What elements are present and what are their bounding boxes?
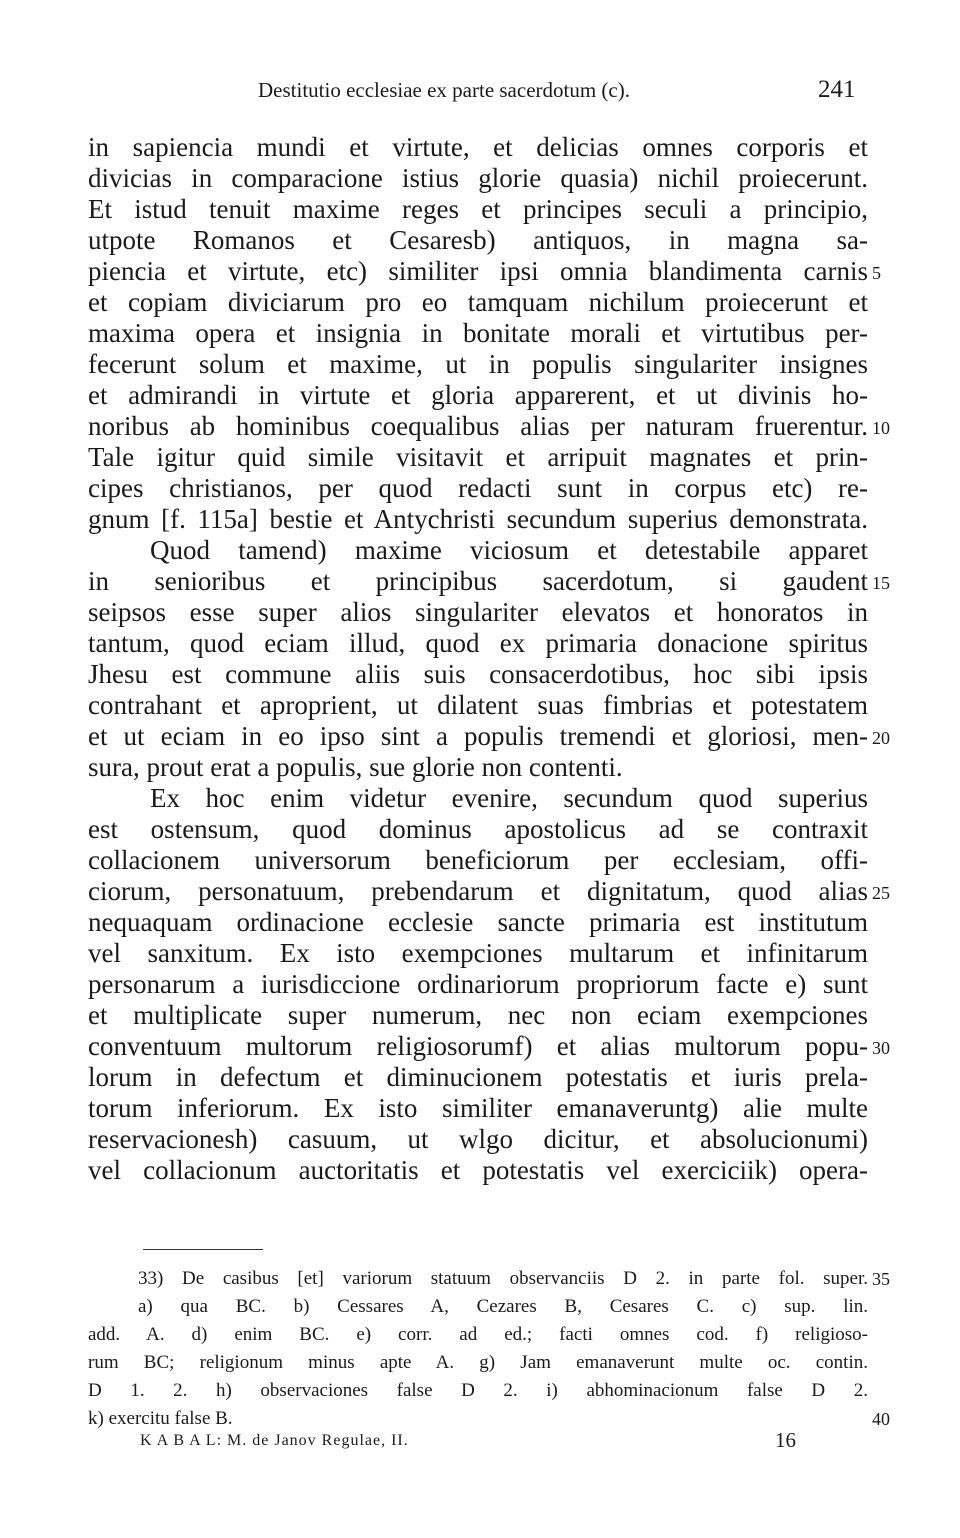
- text-line: [88, 969, 868, 1000]
- line-text: conventuum multorum religiosorumf) et alias multorum popu-: [88, 1031, 868, 1061]
- text-line: [88, 1155, 868, 1186]
- text-line: [88, 876, 890, 907]
- line-text: et copiam diviciarum pro eo tamquam nichilum proiecerunt et: [88, 287, 868, 317]
- text-line: [88, 814, 868, 845]
- text-line: [88, 318, 868, 349]
- line-text: Jhesu est commune aliis suis consacerdotibus, hoc sibi ipsis: [88, 659, 868, 689]
- text-line: [88, 380, 868, 411]
- line-number: 30: [872, 1038, 890, 1058]
- line-text: seipsos esse super alios singulariter elevatos et honoratos in: [88, 597, 868, 627]
- text-line: [88, 1124, 868, 1155]
- text-line: [88, 225, 868, 256]
- footnote-separator: [143, 1249, 263, 1250]
- line-text: lorum in defectum et diminucionem potestatis et iuris prela-: [88, 1062, 868, 1092]
- line-text: et ut eciam in eo ipso sint a populis tremendi et gloriosi, men-: [88, 721, 868, 751]
- text-line: [88, 907, 868, 938]
- sheet-number: 16: [775, 1428, 796, 1452]
- line-text: Ex hoc enim videtur evenire, secundum quod superius: [150, 783, 868, 813]
- line-number: 25: [872, 883, 890, 903]
- text-line: [88, 1031, 890, 1062]
- running-title: Destitutio ecclesiae ex parte sacerdotum (c).: [258, 78, 630, 102]
- text-line: [88, 194, 868, 225]
- line-text: Quod tamend) maxime viciosum et detestabile apparet: [150, 535, 868, 565]
- footnote-text: add. A. d) enim BC. e) corr. ad ed.; facti omnes cod. f) religioso-: [88, 1324, 868, 1345]
- line-text: noribus ab hominibus coequalibus alias per naturam fruerentur.: [88, 411, 868, 441]
- line-text: divicias in comparacione istius glorie quasia) nichil proiecerunt.: [88, 163, 868, 193]
- text-line: [88, 256, 881, 287]
- line-text: maxima opera et insignia in bonitate morali et virtutibus per-: [88, 318, 868, 348]
- footnote-line: [88, 1293, 868, 1321]
- footnote-line: [88, 1321, 868, 1349]
- text-line: [88, 163, 868, 194]
- line-text: gnum [f. 115a] bestie et Antychristi secundum superius demonstrata.: [88, 504, 868, 534]
- text-line: [88, 566, 890, 597]
- text-line: [88, 1062, 868, 1093]
- footnote-line: [88, 1377, 868, 1405]
- text-line: [88, 783, 868, 814]
- line-text: est ostensum, quod dominus apostolicus ad se contraxit: [88, 814, 868, 844]
- footnote-text: a) qua BC. b) Cessares A, Cezares B, Cesares C. c) sup. lin.: [138, 1296, 868, 1317]
- line-text: et admirandi in virtute et gloria apparerent, et ut divinis ho-: [88, 380, 868, 410]
- line-number: 10: [872, 418, 890, 438]
- line-number: 40: [872, 1409, 890, 1429]
- text-line: [88, 1000, 868, 1031]
- text-line: [88, 938, 868, 969]
- text-line: [88, 721, 890, 752]
- line-text: tantum, quod eciam illud, quod ex primaria donacione spiritus: [88, 628, 868, 658]
- footnote-line: [88, 1265, 890, 1293]
- line-text: Et istud tenuit maxime reges et principes seculi a principio,: [88, 194, 868, 224]
- line-text: Tale igitur quid simile visitavit et arripuit magnates et prin-: [88, 442, 868, 472]
- line-number: 5: [872, 263, 881, 283]
- text-line: [88, 287, 868, 318]
- footnote-text: 33) De casibus [et] variorum statuum observanciis D 2. in parte fol. super.: [138, 1268, 868, 1289]
- text-line: [88, 690, 868, 721]
- line-text: in sapiencia mundi et virtute, et delicias omnes corporis et: [88, 132, 868, 162]
- line-text: vel collacionum auctoritatis et potestatis vel exerciciik) opera-: [88, 1155, 868, 1185]
- line-text: et multiplicate super numerum, nec non eciam exempciones: [88, 1000, 868, 1030]
- main-text: [88, 132, 890, 1186]
- line-text: fecerunt solum et maxime, ut in populis singulariter insignes: [88, 349, 868, 379]
- line-text: utpote Romanos et Cesaresb) antiquos, in magna sa-: [88, 225, 868, 255]
- line-text: sura, prout erat a populis, sue glorie non contenti.: [88, 752, 623, 782]
- text-line: [88, 535, 868, 566]
- text-line: [88, 132, 868, 163]
- text-line: [88, 597, 868, 628]
- footnote-line: [88, 1405, 890, 1433]
- footnote-line: [88, 1349, 868, 1377]
- footnote-text: k) exercitu false B.: [88, 1408, 233, 1429]
- line-text: piencia et virtute, etc) similiter ipsi omnia blandimenta carnis: [88, 256, 868, 286]
- line-text: ciorum, personatuum, prebendarum et dignitatum, quod alias: [88, 876, 868, 906]
- line-text: collacionem universorum beneficiorum per ecclesiam, offi-: [88, 845, 868, 875]
- text-line: [88, 845, 868, 876]
- text-line: [88, 628, 868, 659]
- footnotes: [88, 1265, 890, 1433]
- line-number: 35: [872, 1269, 890, 1289]
- line-text: reservacionesh) casuum, ut wlgo dicitur, et absolucionumi): [88, 1124, 868, 1154]
- line-text: vel sanxitum. Ex isto exempciones multarum et infinitarum: [88, 938, 868, 968]
- line-number: 15: [872, 573, 890, 593]
- text-line: [88, 442, 868, 473]
- text-line: [88, 473, 868, 504]
- line-number: 20: [872, 728, 890, 748]
- line-text: cipes christianos, per quod redacti sunt in corpus etc) re-: [88, 473, 868, 503]
- text-line: [88, 752, 868, 783]
- footnote-text: rum BC; religionum minus apte A. g) Jam emanaverunt multe oc. contin.: [88, 1352, 868, 1373]
- text-line: [88, 659, 868, 690]
- line-text: nequaquam ordinacione ecclesie sancte primaria est institutum: [88, 907, 868, 937]
- page-number: 241: [818, 76, 856, 103]
- footnote-text: D 1. 2. h) observaciones false D 2. i) abhominacionum false D 2.: [88, 1380, 868, 1401]
- text-line: [88, 411, 890, 442]
- line-text: in senioribus et principibus sacerdotum, si gaudent: [88, 566, 868, 596]
- text-line: [88, 349, 868, 380]
- line-text: personarum a iurisdiccione ordinariorum propriorum facte e) sunt: [88, 969, 868, 999]
- signature-line: K A B A L: M. de Janov Regulae, II.: [140, 1432, 409, 1449]
- line-text: torum inferiorum. Ex isto similiter emanaveruntg) alie multe: [88, 1093, 868, 1123]
- text-line: [88, 504, 868, 535]
- line-text: contrahant et aproprient, ut dilatent suas fimbrias et potestatem: [88, 690, 868, 720]
- text-line: [88, 1093, 868, 1124]
